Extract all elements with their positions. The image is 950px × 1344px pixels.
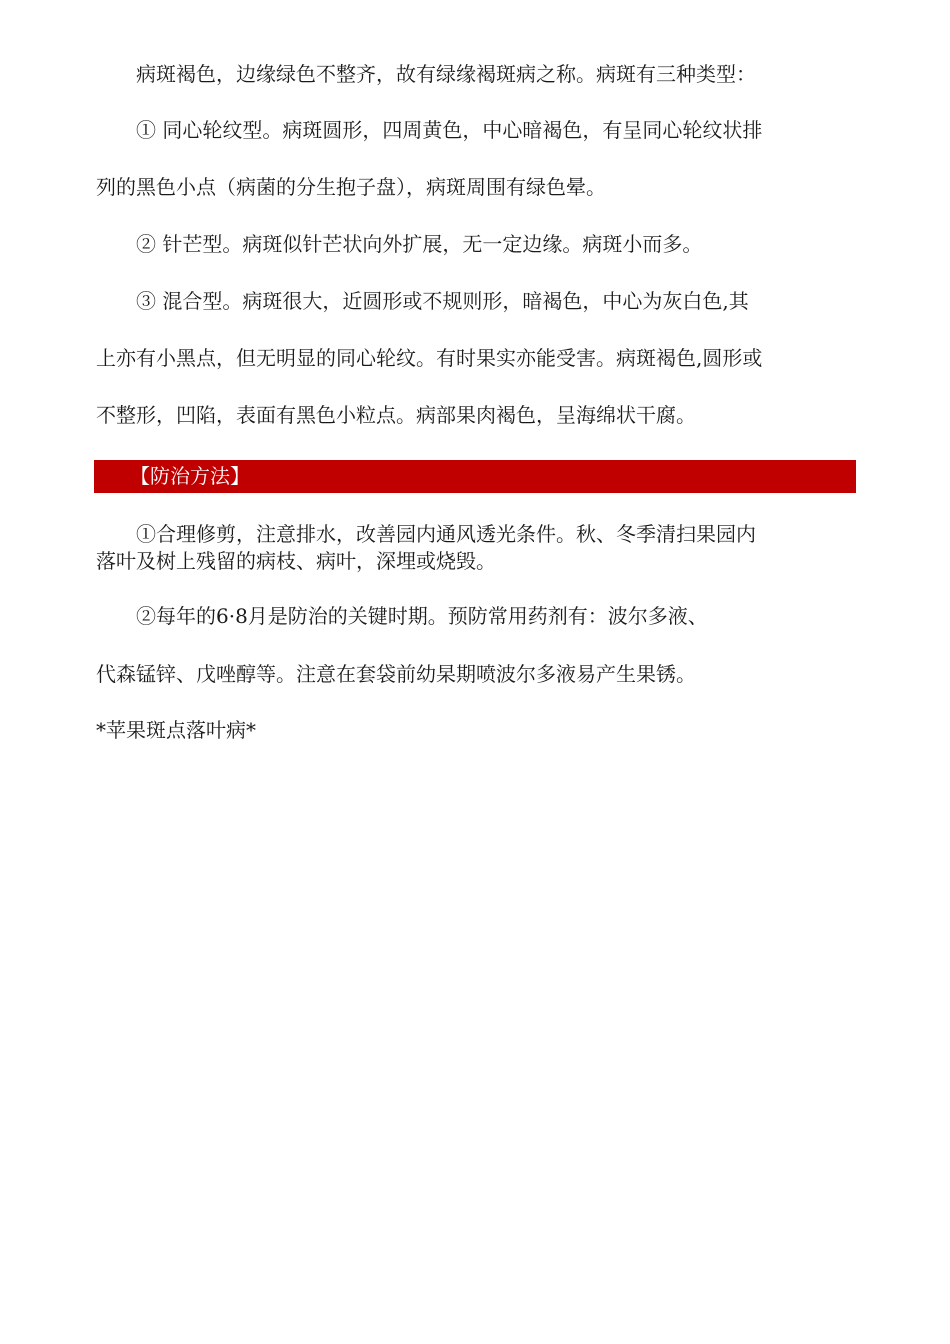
symptom-type-2: ② 针芒型。病斑似针芒状向外扩展，无一定边缘。病斑小而多。 xyxy=(136,232,703,256)
symptom-type-1: ① 同心轮纹型。病斑圆形，四周黄色，中心暗褐色，有呈同心轮纹状排 xyxy=(136,118,763,142)
control-step-2: ②每年的6·8月是防治的关键时期。预防常用药剂有：波尔多液、 xyxy=(136,604,708,628)
symptom-type-1-cont: 列的黑色小点（病菌的分生抱子盘），病斑周围有绿色晕。 xyxy=(96,175,606,199)
section-header-band xyxy=(94,460,856,493)
symptom-type-3-end: 不整形，凹陷，表面有黑色小粒点。病部果肉褐色，呈海绵状干腐。 xyxy=(96,403,696,427)
control-step-1-cont: 落叶及树上残留的病枝、病叶，深埋或烧毁。 xyxy=(96,549,496,573)
section-title: 【防治方法】 xyxy=(130,464,250,488)
control-step-1: ①合理修剪，注意排水，改善园内通风透光条件。秋、冬季清扫果园内 xyxy=(136,522,756,546)
next-section-title: *苹果斑点落叶病* xyxy=(96,718,256,742)
control-step-2-cont: 代森锰锌、戊唑醇等。注意在套袋前幼杲期喷波尔多液易产生果锈。 xyxy=(96,662,696,686)
symptom-intro: 病斑褐色，边缘绿色不整齐，故有绿缘褐斑病之称。病斑有三种类型： xyxy=(136,62,756,86)
symptom-type-3-cont: 上亦有小黑点，但无明显的同心轮纹。有时果实亦能受害。病斑褐色,圆形或 xyxy=(96,346,763,370)
symptom-type-3: ③ 混合型。病斑很大，近圆形或不规则形，暗褐色，中心为灰白色,其 xyxy=(136,289,749,313)
